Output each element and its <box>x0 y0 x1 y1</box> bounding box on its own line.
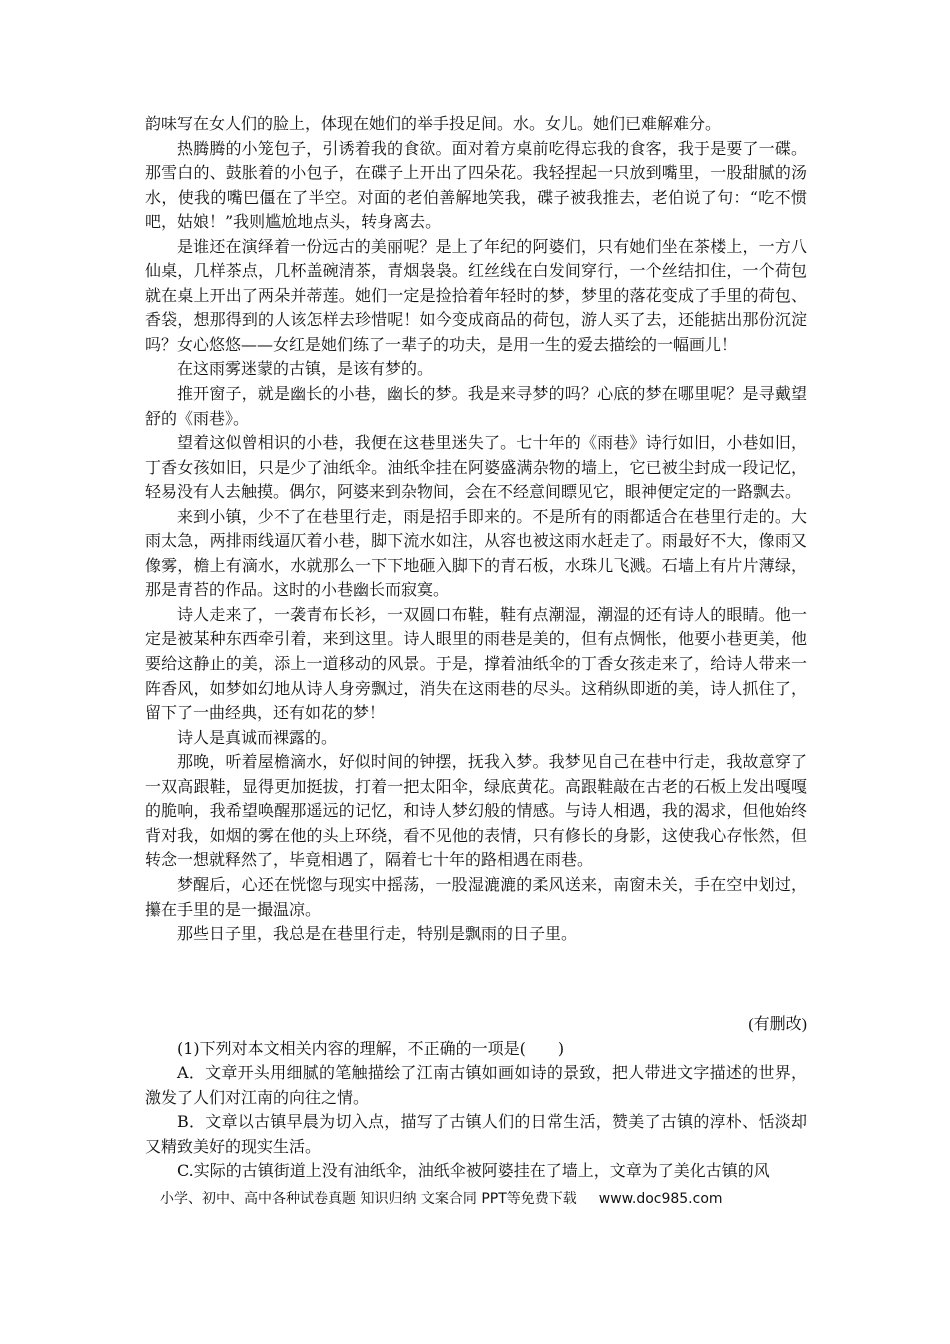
paragraph: 梦醒后，心还在恍惚与现实中摇荡，一股湿漉漉的柔风送来，南窗未关，手在空中划过，攥在手里的是一撮温凉。 <box>145 874 807 919</box>
question-block <box>145 1037 807 1183</box>
paragraph: 是谁还在演绎着一份远古的美丽呢？是上了年纪的阿婆们，只有她们坐在茶楼上，一方八仙桌，几样茶点，几杯盖碗清茶，青烟袅袅。红丝线在白发间穿行，一个丝结扣住，一个荷包就在桌上开出了两朵并蒂莲。她们一定是捡拾着年轻时的梦，梦里的落花变成了手里的荷包、香袋，想那得到的人该怎样去珍惜呢！如今变成商品的荷包，游人买了去，还能掂出那份沉淀吗？女心悠悠——女红是她们练了一辈子的功夫，是用一生的爱去描绘的一幅画儿！ <box>145 236 807 354</box>
article-body <box>145 112 807 947</box>
footer-text: 小学、初中、高中各种试卷真题 知识归纳 文案合同 PPT等免费下载 <box>160 1191 577 1207</box>
option-a: A．文章开头用细腻的笔触描绘了江南古镇如画如诗的景致，把人带进文字描述的世界，激发了人们对江南的向往之情。 <box>145 1063 807 1107</box>
paragraph: 热腾腾的小笼包子，引诱着我的食欲。面对着方桌前吃得忘我的食客，我于是要了一碟。那雪白的、鼓胀着的小包子，在碟子上开出了四朵花。我轻捏起一只放到嘴里，一股甜腻的汤水，使我的嘴巴僵在了半空。对面的老伯善解地笑我，碟子被我推去，老伯说了句：“吃不惯吧，姑娘！”我则尴尬地点头，转身离去。 <box>145 138 807 232</box>
option-b: B．文章以古镇早晨为切入点，描写了古镇人们的日常生活，赞美了古镇的淳朴、恬淡却又精致美好的现实生活。 <box>145 1112 807 1156</box>
paragraph: 望着这似曾相识的小巷，我便在这巷里迷失了。七十年的《雨巷》诗行如旧，小巷如旧，丁香女孩如旧，只是少了油纸伞。油纸伞挂在阿婆盛满杂物的墙上，它已被尘封成一段记忆，轻易没有人去触摸。偶尔，阿婆来到杂物间，会在不经意间瞟见它，眼神便定定的一路飘去。 <box>145 433 807 502</box>
paragraph: 诗人是真诚而裸露的。 <box>177 727 338 747</box>
page-footer <box>160 1189 820 1209</box>
paragraph: 在这雨雾迷蒙的古镇，是该有梦的。 <box>177 359 434 379</box>
paragraph: 韵味写在女人们的脸上，体现在她们的举手投足间。水。女儿。她们已难解难分。 <box>145 114 722 133</box>
question-stem: (1)下列对本文相关内容的理解，不正确的一项是( ) <box>177 1039 565 1058</box>
paragraph: 那晚，听着屋檐滴水，好似时间的钟摆，抚我入梦。我梦见自己在巷中行走，我故意穿了一双高跟鞋，显得更加挺拔，打着一把太阳伞，绿底黄花。高跟鞋敲在古老的石板上发出嘎嘎的脆响，我希望唤醒那遥远的记忆，和诗人梦幻般的情感。与诗人相遇，我的渴求，但他始终背对我，如烟的雾在他的头上环绕，看不见他的表情，只有修长的身影，这使我心存怅然，但转念一想就释然了，毕竟相遇了，隔着七十年的路相遇在雨巷。 <box>145 752 807 870</box>
option-c: C.实际的古镇街道上没有油纸伞，油纸伞被阿婆挂在了墙上，文章为了美化古镇的风 <box>177 1161 770 1181</box>
paragraph: 那些日子里，我总是在巷里行走，特别是飘雨的日子里。 <box>177 924 578 944</box>
paragraph: 诗人走来了，一袭青布长衫，一双圆口布鞋，鞋有点潮湿，潮湿的还有诗人的眼睛。他一定是被某种东西牵引着，来到这里。诗人眼里的雨巷是美的，但有点惆怅，他要小巷更美，他要给这静止的美，添上一道移动的风景。于是，撑着油纸伞的丁香女孩走来了，给诗人带来一阵香风，如梦如幻地从诗人身旁飘过，消失在这雨巷的尽头。这稍纵即逝的美，诗人抓住了，留下了一曲经典，还有如花的梦！ <box>145 604 807 723</box>
paragraph: 来到小镇，少不了在巷里行走，雨是招手即来的。不是所有的雨都适合在巷里行走的。大雨太急，两排雨线逼仄着小巷，脚下流水如注，从容也被这雨水赶走了。雨最好不大，像雨又像雾，檐上有滴水，水就那么一下下地砸入脚下的青石板，水珠儿飞溅。石墙上有片片薄绿，那是青苔的作品。这时的小巷幽长而寂寞。 <box>145 506 807 600</box>
paragraph: 推开窗子，就是幽长的小巷，幽长的梦。我是来寻梦的吗？心底的梦在哪里呢？是寻戴望舒的《雨巷》。 <box>145 384 807 428</box>
footer-url[interactable]: www.doc985.com <box>598 1191 723 1207</box>
source-note: (有删改) <box>748 1016 807 1033</box>
